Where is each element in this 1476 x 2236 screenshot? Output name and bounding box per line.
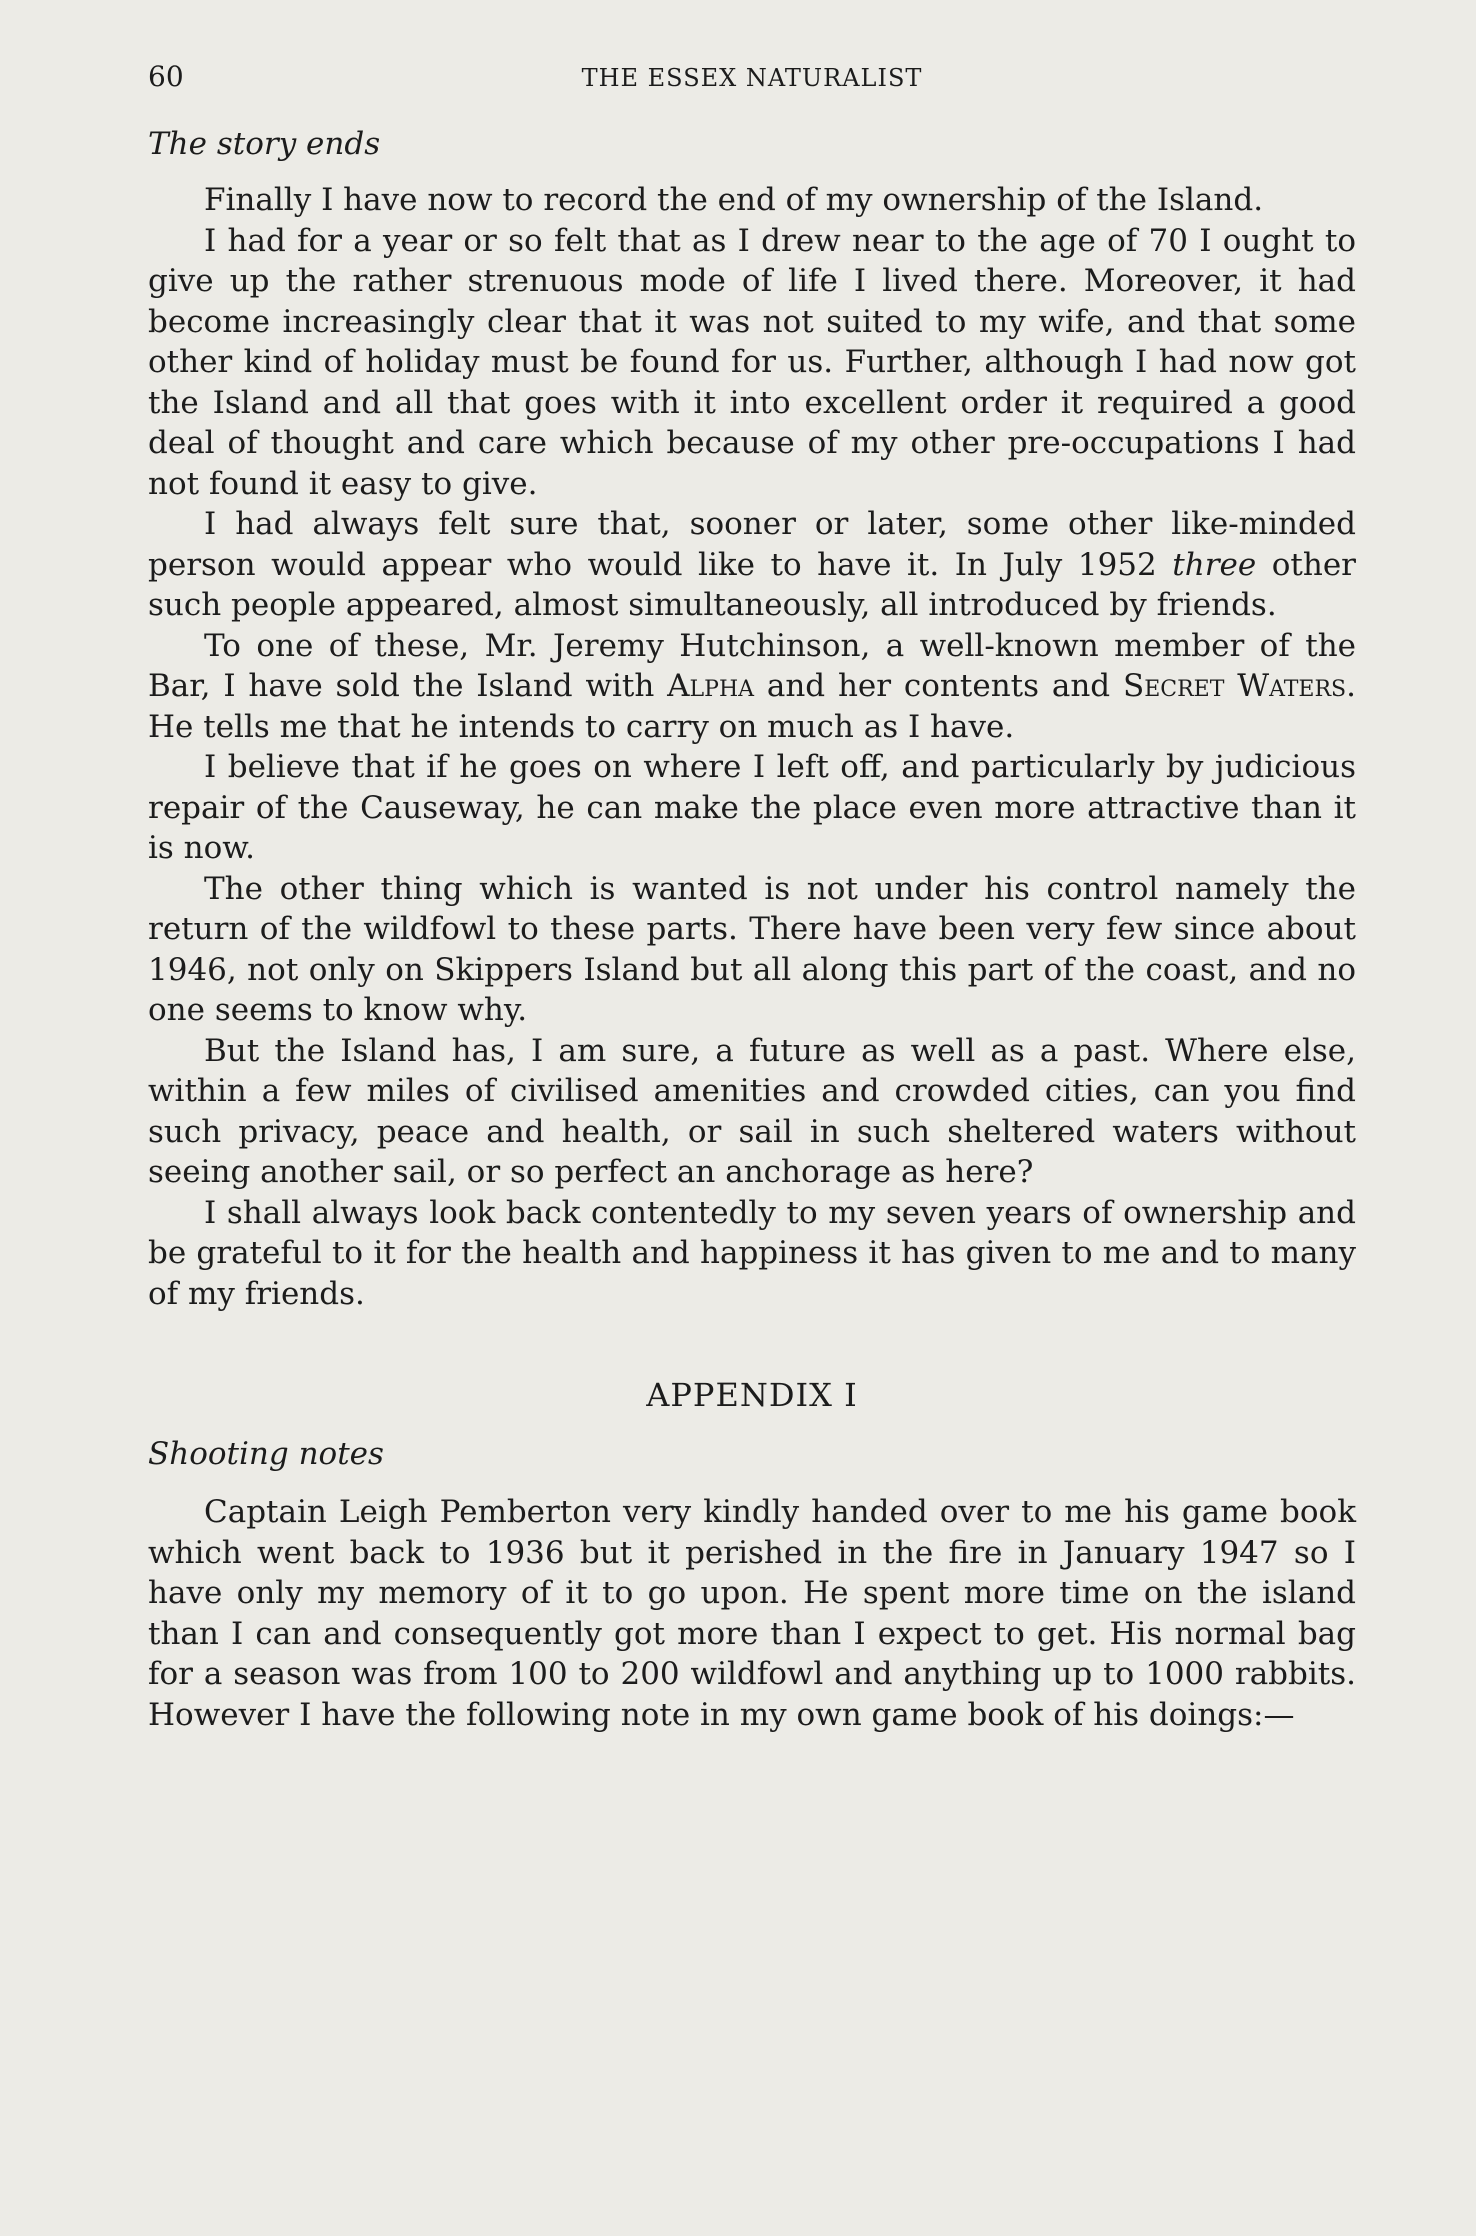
appendix-title: APPENDIX I bbox=[646, 1376, 858, 1414]
section-heading: The story ends bbox=[148, 126, 381, 162]
paragraph: Finally I have now to record the end of my ownership of the Island. bbox=[204, 182, 1264, 218]
paragraph: The other thing which is wanted is not under his control namely the return of the wildfowl to these parts. There have been very few since about 1946, not only on Skippers Island but all along this part of the coast, and no one seems to know why. bbox=[148, 870, 1356, 1028]
boat-name: Alpha bbox=[667, 668, 755, 704]
journal-title: THE ESSEX NATURALIST bbox=[581, 64, 923, 92]
section-body bbox=[148, 180, 1356, 1314]
paragraph: I believe that if he goes on where I left off, and particularly by judicious repair of the Causeway, he can make the place even more attractive than it is now. bbox=[148, 749, 1356, 866]
paragraph: Captain Leigh Pemberton very kindly handed over to me his game book which went back to 1936 but it perished in the fire in January 1947 so I have only my memory of it to go upon. He spent more time on the island than I can and consequently got more than I expect to get. His normal bag for a season was from 100 to 200 wildfowl and anything up to 1000 rabbits. However I have the following note in my own game book of his doings:— bbox=[148, 1494, 1356, 1733]
emphasis-text: three bbox=[1172, 546, 1257, 583]
paragraph-text: To one of these, Mr. Jeremy Hutchinson, a well-known member of the Bar, I have sold the Island with bbox=[148, 627, 1356, 704]
book-title: Secret Waters bbox=[1122, 668, 1347, 704]
paragraph: I had for a year or so felt that as I drew near to the age of 70 I ought to give up the rather strenuous mode of life I lived there. Moreover, it had become increasingly clear that it was not suited to my wife, and that some other kind of holiday must be found for us. Further, although I had now got the Island and all that goes with it into excellent order it required a good deal of thought and care which because of my other pre-occupations I had not found it easy to give. bbox=[148, 222, 1356, 502]
appendix-subheading: Shooting notes bbox=[148, 1436, 384, 1472]
paragraph: I shall always look back contentedly to my seven years of ownership and be grateful to it for the health and happiness it has given to me and to many of my friends. bbox=[148, 1194, 1356, 1312]
paragraph-text: I had always felt sure that, sooner or later, some other like-minded person would appear who would like to have it. In July 1952 bbox=[148, 506, 1356, 583]
paragraph-text: . He tells me that he intends to carry on much as I have. bbox=[148, 668, 1356, 745]
paragraph bbox=[148, 626, 1356, 748]
appendix-body bbox=[148, 1492, 1356, 1735]
paragraph-text: and her contents and bbox=[754, 668, 1123, 704]
paragraph-text: other such people appeared, almost simultaneously, all introduced by friends. bbox=[148, 546, 1357, 623]
page-number: 60 bbox=[148, 60, 184, 93]
running-head bbox=[148, 60, 1356, 100]
paragraph bbox=[148, 504, 1356, 626]
paragraph: But the Island has, I am sure, a future as well as a past. Where else, within a few miles of civilised amenities and crowded cities, can you find such privacy, peace and health, or sail in such sheltered waters without seeing another sail, or so perfect an anchorage as here? bbox=[148, 1032, 1356, 1190]
